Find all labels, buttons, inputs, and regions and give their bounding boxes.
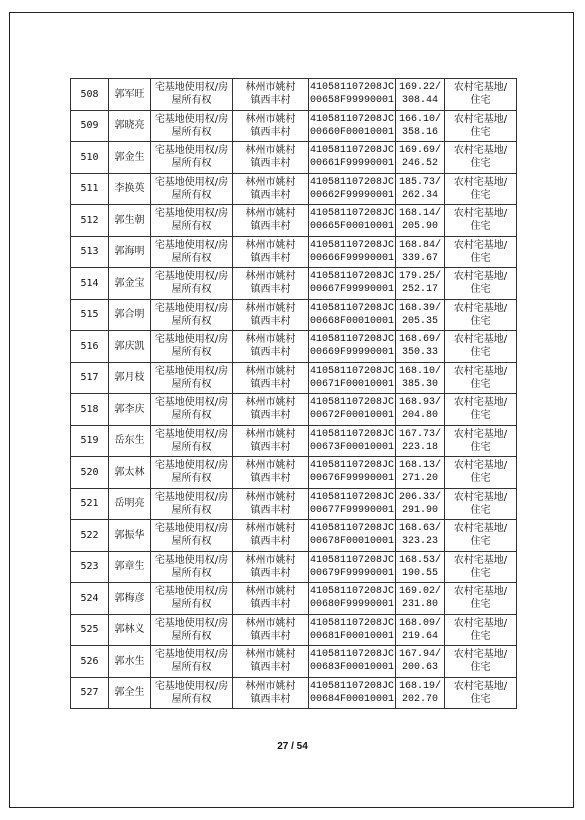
row-number-cell: 515: [71, 299, 109, 331]
table-row: [71, 394, 517, 426]
row-number-cell: 526: [71, 646, 109, 678]
land-use-cell: 农村宅基地/ 住宅: [445, 551, 517, 583]
unit-code-cell: 410581107208JC 00671F00010001: [309, 362, 396, 394]
area-cell: 169.69/ 246.52: [396, 142, 445, 174]
owner-name-cell: 岳东生: [109, 425, 151, 457]
owner-name-cell: 郭晓亮: [109, 110, 151, 142]
area-cell: 167.94/ 200.63: [396, 646, 445, 678]
area-cell: 169.02/ 231.80: [396, 583, 445, 615]
right-type-cell: 宅基地使用权/房 屋所有权: [151, 268, 233, 300]
area-cell: 185.73/ 262.34: [396, 173, 445, 205]
right-type-cell: 宅基地使用权/房 屋所有权: [151, 520, 233, 552]
area-cell: 168.53/ 190.55: [396, 551, 445, 583]
land-use-cell: 农村宅基地/ 住宅: [445, 205, 517, 237]
owner-name-cell: 郭梅彦: [109, 583, 151, 615]
land-use-cell: 农村宅基地/ 住宅: [445, 425, 517, 457]
location-cell: 林州市姚村 镇西丰村: [233, 520, 309, 552]
unit-code-cell: 410581107208JC 00684F00010001: [309, 677, 396, 709]
unit-code-cell: 410581107208JC 00672F00010001: [309, 394, 396, 426]
area-cell: 179.25/ 252.17: [396, 268, 445, 300]
right-type-cell: 宅基地使用权/房 屋所有权: [151, 362, 233, 394]
land-use-cell: 农村宅基地/ 住宅: [445, 457, 517, 489]
owner-name-cell: 郭金宝: [109, 268, 151, 300]
unit-code-cell: 410581107208JC 00677F99990001: [309, 488, 396, 520]
location-cell: 林州市姚村 镇西丰村: [233, 236, 309, 268]
land-use-cell: 农村宅基地/ 住宅: [445, 268, 517, 300]
table-row: [71, 362, 517, 394]
land-use-cell: 农村宅基地/ 住宅: [445, 614, 517, 646]
unit-code-cell: 410581107208JC 00679F99990001: [309, 551, 396, 583]
right-type-cell: 宅基地使用权/房 屋所有权: [151, 551, 233, 583]
unit-code-cell: 410581107208JC 00660F00010001: [309, 110, 396, 142]
table-row: [71, 331, 517, 363]
table-row: [71, 236, 517, 268]
land-use-cell: 农村宅基地/ 住宅: [445, 236, 517, 268]
area-cell: 168.13/ 271.20: [396, 457, 445, 489]
owner-name-cell: 郭海明: [109, 236, 151, 268]
unit-code-cell: 410581107208JC 00676F99990001: [309, 457, 396, 489]
unit-code-cell: 410581107208JC 00665F00010001: [309, 205, 396, 237]
owner-name-cell: 郭月枝: [109, 362, 151, 394]
table-row: [71, 79, 517, 111]
location-cell: 林州市姚村 镇西丰村: [233, 331, 309, 363]
right-type-cell: 宅基地使用权/房 屋所有权: [151, 457, 233, 489]
right-type-cell: 宅基地使用权/房 屋所有权: [151, 394, 233, 426]
row-number-cell: 521: [71, 488, 109, 520]
unit-code-cell: 410581107208JC 00673F00010001: [309, 425, 396, 457]
area-cell: 168.69/ 350.33: [396, 331, 445, 363]
row-number-cell: 512: [71, 205, 109, 237]
area-cell: 206.33/ 291.90: [396, 488, 445, 520]
owner-name-cell: 郭庆凯: [109, 331, 151, 363]
unit-code-cell: 410581107208JC 00661F99990001: [309, 142, 396, 174]
table-row: [71, 110, 517, 142]
land-use-cell: 农村宅基地/ 住宅: [445, 331, 517, 363]
row-number-cell: 513: [71, 236, 109, 268]
owner-name-cell: 郭章生: [109, 551, 151, 583]
owner-name-cell: 郭军旺: [109, 79, 151, 111]
right-type-cell: 宅基地使用权/房 屋所有权: [151, 331, 233, 363]
table-row: [71, 425, 517, 457]
owner-name-cell: 郭太林: [109, 457, 151, 489]
row-number-cell: 525: [71, 614, 109, 646]
registry-table: [70, 78, 517, 709]
location-cell: 林州市姚村 镇西丰村: [233, 110, 309, 142]
right-type-cell: 宅基地使用权/房 屋所有权: [151, 173, 233, 205]
area-cell: 168.09/ 219.64: [396, 614, 445, 646]
owner-name-cell: 郭振华: [109, 520, 151, 552]
area-cell: 168.14/ 205.90: [396, 205, 445, 237]
land-use-cell: 农村宅基地/ 住宅: [445, 488, 517, 520]
right-type-cell: 宅基地使用权/房 屋所有权: [151, 677, 233, 709]
land-use-cell: 农村宅基地/ 住宅: [445, 110, 517, 142]
location-cell: 林州市姚村 镇西丰村: [233, 299, 309, 331]
location-cell: 林州市姚村 镇西丰村: [233, 205, 309, 237]
area-cell: 168.93/ 204.80: [396, 394, 445, 426]
table-row: [71, 268, 517, 300]
owner-name-cell: 郭水生: [109, 646, 151, 678]
row-number-cell: 508: [71, 79, 109, 111]
location-cell: 林州市姚村 镇西丰村: [233, 142, 309, 174]
location-cell: 林州市姚村 镇西丰村: [233, 394, 309, 426]
row-number-cell: 517: [71, 362, 109, 394]
table-row: [71, 299, 517, 331]
row-number-cell: 509: [71, 110, 109, 142]
right-type-cell: 宅基地使用权/房 屋所有权: [151, 299, 233, 331]
right-type-cell: 宅基地使用权/房 屋所有权: [151, 583, 233, 615]
row-number-cell: 516: [71, 331, 109, 363]
location-cell: 林州市姚村 镇西丰村: [233, 614, 309, 646]
location-cell: 林州市姚村 镇西丰村: [233, 457, 309, 489]
row-number-cell: 523: [71, 551, 109, 583]
unit-code-cell: 410581107208JC 00666F99990001: [309, 236, 396, 268]
owner-name-cell: 郭林义: [109, 614, 151, 646]
owner-name-cell: 郭生朝: [109, 205, 151, 237]
unit-code-cell: 410581107208JC 00669F99990001: [309, 331, 396, 363]
land-use-cell: 农村宅基地/ 住宅: [445, 520, 517, 552]
area-cell: 168.19/ 202.70: [396, 677, 445, 709]
unit-code-cell: 410581107208JC 00662F99990001: [309, 173, 396, 205]
table-row: [71, 457, 517, 489]
table-row: [71, 142, 517, 174]
row-number-cell: 527: [71, 677, 109, 709]
row-number-cell: 520: [71, 457, 109, 489]
land-use-cell: 农村宅基地/ 住宅: [445, 677, 517, 709]
location-cell: 林州市姚村 镇西丰村: [233, 646, 309, 678]
row-number-cell: 522: [71, 520, 109, 552]
row-number-cell: 519: [71, 425, 109, 457]
land-use-cell: 农村宅基地/ 住宅: [445, 646, 517, 678]
unit-code-cell: 410581107208JC 00667F99990001: [309, 268, 396, 300]
table-row: [71, 614, 517, 646]
area-cell: 168.10/ 385.30: [396, 362, 445, 394]
location-cell: 林州市姚村 镇西丰村: [233, 551, 309, 583]
area-cell: 168.84/ 339.67: [396, 236, 445, 268]
owner-name-cell: 郭合明: [109, 299, 151, 331]
land-use-cell: 农村宅基地/ 住宅: [445, 583, 517, 615]
area-cell: 168.63/ 323.23: [396, 520, 445, 552]
row-number-cell: 510: [71, 142, 109, 174]
land-use-cell: 农村宅基地/ 住宅: [445, 142, 517, 174]
table-row: [71, 677, 517, 709]
right-type-cell: 宅基地使用权/房 屋所有权: [151, 79, 233, 111]
registry-table-body: [71, 79, 517, 709]
location-cell: 林州市姚村 镇西丰村: [233, 488, 309, 520]
land-use-cell: 农村宅基地/ 住宅: [445, 394, 517, 426]
table-row: [71, 583, 517, 615]
right-type-cell: 宅基地使用权/房 屋所有权: [151, 425, 233, 457]
unit-code-cell: 410581107208JC 00668F00010001: [309, 299, 396, 331]
area-cell: 167.73/ 223.18: [396, 425, 445, 457]
table-row: [71, 488, 517, 520]
row-number-cell: 511: [71, 173, 109, 205]
location-cell: 林州市姚村 镇西丰村: [233, 79, 309, 111]
owner-name-cell: 郭全生: [109, 677, 151, 709]
right-type-cell: 宅基地使用权/房 屋所有权: [151, 488, 233, 520]
land-use-cell: 农村宅基地/ 住宅: [445, 173, 517, 205]
area-cell: 168.39/ 205.35: [396, 299, 445, 331]
table-row: [71, 205, 517, 237]
land-use-cell: 农村宅基地/ 住宅: [445, 299, 517, 331]
right-type-cell: 宅基地使用权/房 屋所有权: [151, 205, 233, 237]
row-number-cell: 524: [71, 583, 109, 615]
land-use-cell: 农村宅基地/ 住宅: [445, 362, 517, 394]
right-type-cell: 宅基地使用权/房 屋所有权: [151, 142, 233, 174]
owner-name-cell: 李换英: [109, 173, 151, 205]
right-type-cell: 宅基地使用权/房 屋所有权: [151, 614, 233, 646]
unit-code-cell: 410581107208JC 00680F99990001: [309, 583, 396, 615]
table-row: [71, 173, 517, 205]
right-type-cell: 宅基地使用权/房 屋所有权: [151, 646, 233, 678]
land-use-cell: 农村宅基地/ 住宅: [445, 79, 517, 111]
table-row: [71, 646, 517, 678]
location-cell: 林州市姚村 镇西丰村: [233, 677, 309, 709]
table-row: [71, 520, 517, 552]
location-cell: 林州市姚村 镇西丰村: [233, 268, 309, 300]
page-number: 27 / 54: [277, 741, 308, 752]
location-cell: 林州市姚村 镇西丰村: [233, 425, 309, 457]
row-number-cell: 514: [71, 268, 109, 300]
right-type-cell: 宅基地使用权/房 屋所有权: [151, 110, 233, 142]
unit-code-cell: 410581107208JC 00681F00010001: [309, 614, 396, 646]
owner-name-cell: 郭李庆: [109, 394, 151, 426]
unit-code-cell: 410581107208JC 00683F00010001: [309, 646, 396, 678]
owner-name-cell: 岳明亮: [109, 488, 151, 520]
area-cell: 169.22/ 308.44: [396, 79, 445, 111]
unit-code-cell: 410581107208JC 00658F99990001: [309, 79, 396, 111]
location-cell: 林州市姚村 镇西丰村: [233, 173, 309, 205]
owner-name-cell: 郭金生: [109, 142, 151, 174]
right-type-cell: 宅基地使用权/房 屋所有权: [151, 236, 233, 268]
table-row: [71, 551, 517, 583]
unit-code-cell: 410581107208JC 00678F00010001: [309, 520, 396, 552]
location-cell: 林州市姚村 镇西丰村: [233, 362, 309, 394]
location-cell: 林州市姚村 镇西丰村: [233, 583, 309, 615]
row-number-cell: 518: [71, 394, 109, 426]
area-cell: 166.10/ 358.16: [396, 110, 445, 142]
